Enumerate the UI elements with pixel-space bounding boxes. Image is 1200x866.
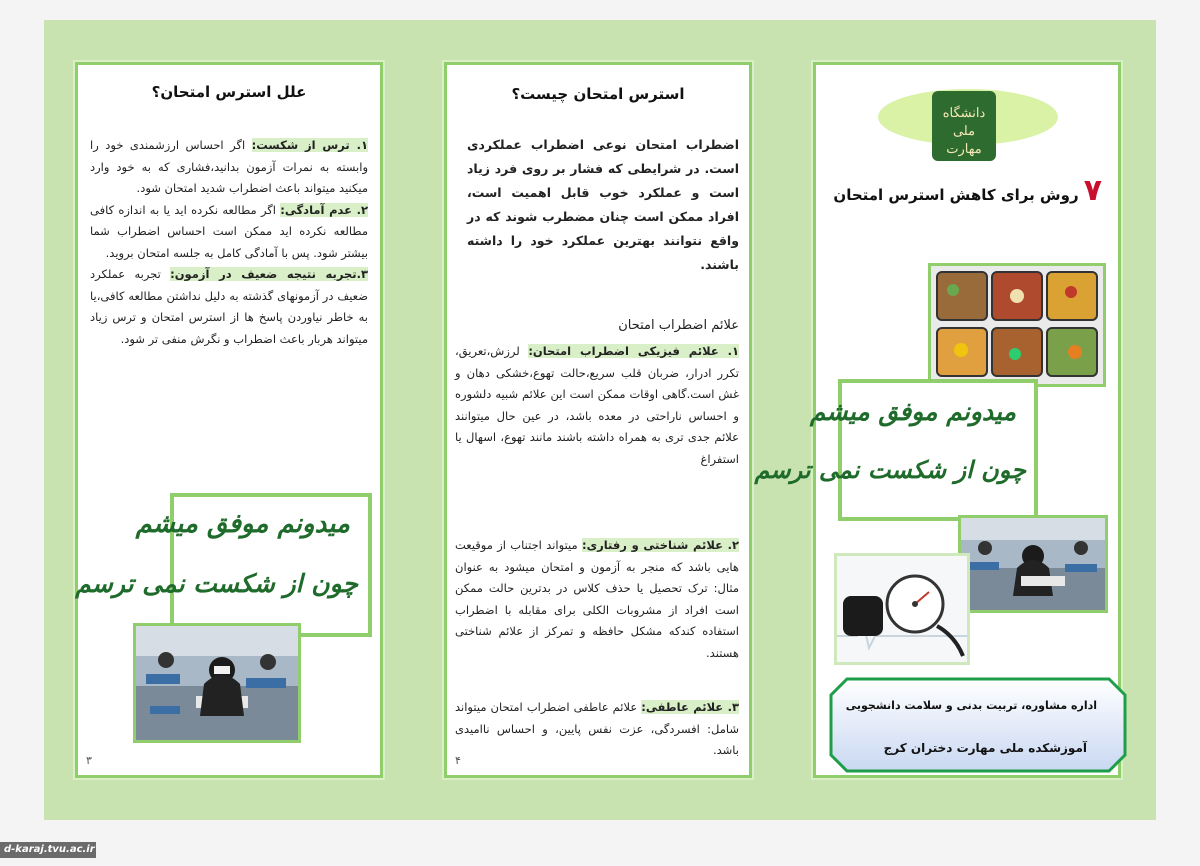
panel-what-is — [444, 62, 752, 778]
food-containers-illustration — [931, 266, 1103, 384]
symptom-item-2: ۲. علائم شناختی و رفتاری: میتواند اجتناب از موقیعت هایی باشد که منجر به آزمون و امتحان میشود به عنوان مثال: ترک تحصیل یا حذف کلاس در بدترین حالت ممکن است افراد از مشروبات الکلی برای مقابله با اضطراب استفاده کندکه مشکل حافظه و تمرکز از علائم شناختی هستند. — [455, 538, 739, 660]
panel-causes-title: علل استرس امتحان؟ — [151, 83, 307, 101]
calligraphy-image-right: میدونم موفق میشم چون از شکست نمی ترسم — [838, 379, 1038, 521]
symptom-item-3: ۳. علائم عاطفی: علائم عاطفی اضطراب امتحان میتواند شامل: افسردگی، عزت نفس پایین، و احساس ناامیدی باشد. — [455, 700, 739, 757]
cause-item-3: ۳.تجربه نتیجه ضعیف در آزمون: تجربه عملکرد ضعیف در آزمونهای گذشته به دلیل نداشتن مطالعه کافی،یا به خاطر نیاوردن پاسخ ها از استرس امتحان و ترس زیاد میتواند هربار باعث اضطراب و نگرش منفی تر شود. — [90, 267, 369, 346]
cause-item-1: ۱. ترس از شکست: اگر احساس ارزشمندی خود را وابسته به نمرات آزمون بدانید،فشاری که به خود وارد میکنید میتواند باعث اضطراب شدید امتحان شود. — [90, 138, 368, 195]
panel-what-is-title: استرس امتحان چیست؟ — [511, 85, 685, 103]
footer-octagon-shape — [829, 677, 1127, 773]
cause-item-2: ۲. عدم آمادگی: اگر مطالعه نکرده اید یا به اندازه کافی مطالعه نکرده اید ممکن است احساس اضطراب شما بیشتر شود. پس با آمادگی کامل به جلسه امتحان بروید. — [90, 202, 368, 260]
symptoms-title: علائم اضطراب امتحان — [618, 318, 739, 333]
causes-list — [90, 135, 368, 350]
page-number-left: ۳ — [86, 754, 92, 767]
exam-hall-photo-left — [133, 623, 301, 743]
site-watermark[interactable]: d-karaj.tvu.ac.ir — [0, 842, 96, 858]
university-logo: دانشگاه ملی مهارت — [932, 91, 996, 161]
footer-office: اداره مشاوره، تربیت بدنی و سلامت دانشجویی — [845, 699, 1097, 712]
institution-footer — [829, 677, 1127, 773]
calligraphy-image-left: میدونم موفق میشم چون از شکست نمی ترسم — [170, 493, 372, 637]
footer-college: آموزشکده ملی مهارت دختران کرج — [883, 741, 1087, 755]
panel-causes — [75, 62, 383, 778]
cover-title: ۷ روش برای کاهش استرس امتحان — [833, 173, 1102, 208]
exam-hall-illustration-right — [961, 518, 1105, 610]
food-containers-photo — [928, 263, 1106, 387]
page-number-middle: ۴ — [455, 754, 461, 767]
blood-pressure-photo — [834, 553, 970, 665]
symptom-item-1: ۱. علائم فیزیکی اضطراب امتحان: لرزش،تعریق، تکرر ادرار، ضربان قلب سریع،حالت تهوع،خشکی دهان و غش است.گاهی اوقات ممکن است این علائم شبیه دلشوره و احساس ناراحتی در معده باشد، در عین حال میتوانند علائم جدی تری به همراه داشته باشند مانند تهوع، اسهال یا استفراغ — [455, 344, 740, 466]
blood-pressure-illustration — [837, 556, 967, 662]
intro-paragraph: اضطراب امتحان نوعی اضطراب عملکردی است. در شرایطی که فشار بر روی فرد زیاد است و عملکرد خوب قابل اهمیت است، افراد ممکن است چنان مضطرب شوند که در واقع نتوانند بهترین عملکرد خود را داشته باشند. — [467, 137, 739, 272]
panel-cover — [754, 62, 1121, 778]
exam-hall-photo-right — [958, 515, 1108, 613]
exam-hall-illustration — [136, 626, 298, 740]
